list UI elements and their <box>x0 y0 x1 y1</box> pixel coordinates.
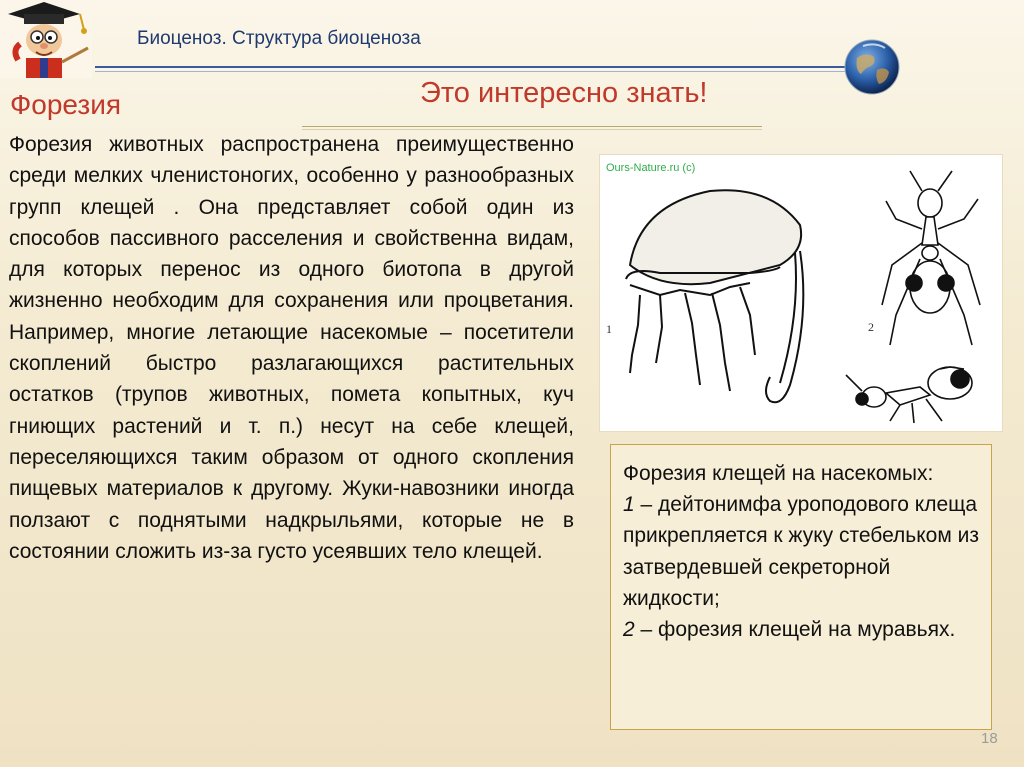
header-divider-thin <box>95 71 847 72</box>
slide-page-number: 18 <box>981 730 998 747</box>
caption-item-2-number: 2 <box>623 618 635 642</box>
figure-label-1: 1 <box>606 322 612 336</box>
callout-heading: Это интересно знать! <box>420 77 708 109</box>
caption-item-1 <box>623 489 979 614</box>
caption-item-2-text: – форезия клещей на муравьях. <box>634 618 956 642</box>
header-divider <box>95 66 847 68</box>
caption-item-1-number: 1 <box>623 493 635 517</box>
body-paragraph: Форезия животных распространена преимущественно среди мелких членистоногих, особенно у разнообразных групп клещей . Она представляет собой один из способов пассивного расселения и свойственна видам, для которых перенос из одного биотопа в другой жизненно необходим для сохранения или процветания. Например, многие летающие насекомые – посетители скоплений быстро разлагающихся растительных остатков (трупов животных, помета копытных, куч гниющих растений и т. п.) несут на себе клещей, переселяющихся таким образом от одного скопления пищевых материалов к другому. Жуки-навозники иногда ползают с поднятыми надкрыльями, которые не в состоянии сложить из-за густо усеявших тело клещей. <box>9 133 574 563</box>
callout-divider <box>302 126 762 127</box>
globe-icon <box>843 38 901 96</box>
figure-label-2: 2 <box>868 320 874 334</box>
mite-ant-illustration <box>599 154 1003 432</box>
section-title: Форезия <box>10 89 122 120</box>
professor-mascot-icon <box>0 0 92 78</box>
figure-watermark: Ours-Nature.ru (c) <box>606 162 696 174</box>
ant-drawing-side <box>846 367 972 423</box>
caption-item-1-text: – дейтонимфа уроподового клеща прикрепляется к жуку стебельком из затвердевшей секреторной жидкости; <box>623 493 979 610</box>
caption-heading: Форезия клещей на насекомых: <box>623 462 934 485</box>
caption-item-2 <box>623 614 979 645</box>
mite-drawing <box>626 190 803 402</box>
ant-drawing-top <box>882 171 980 345</box>
slide-header-title: Биоценоз. Структура биоценоза <box>137 28 421 49</box>
figure-caption <box>610 444 992 730</box>
